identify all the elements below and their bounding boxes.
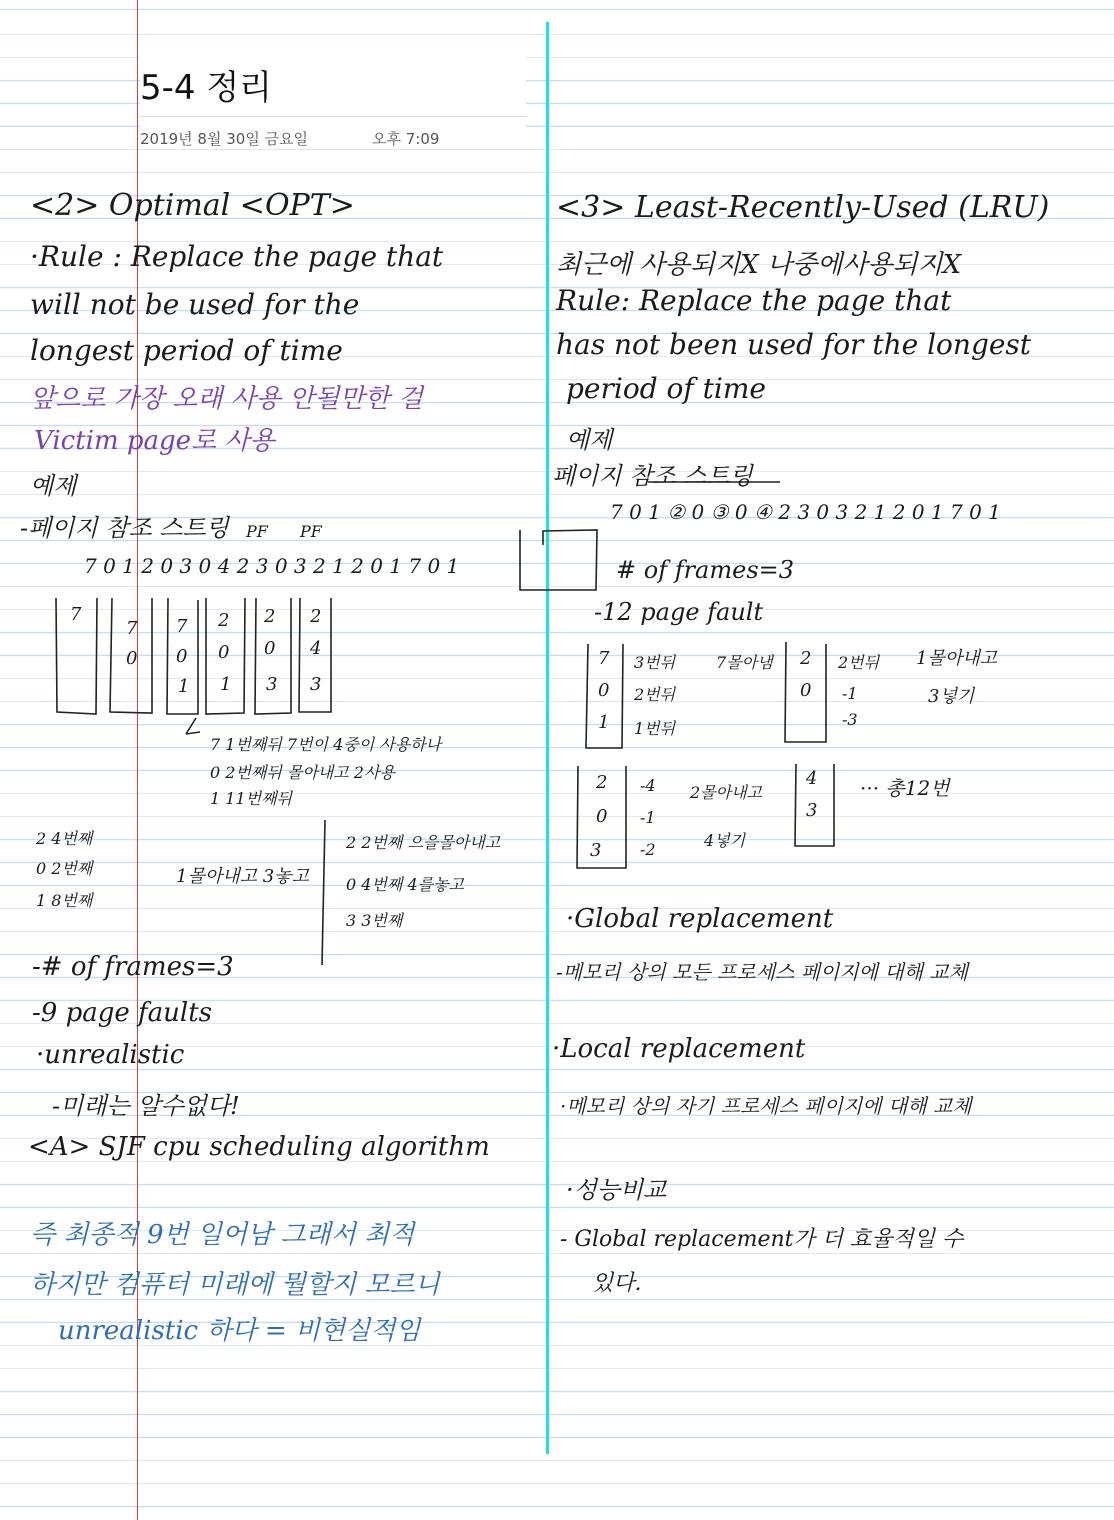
opt-rule-line-1: ·Rule : Replace the page that: [30, 240, 444, 273]
right-example: 예제: [566, 426, 613, 454]
compare-left-2: 0 2번째: [36, 859, 93, 878]
lru-t2-note-3: -2: [640, 840, 656, 859]
compare-mid: 1몰아내고 3놓고: [176, 866, 309, 887]
local-title: ·Local replacement: [552, 1034, 806, 1064]
opt-rule-line-3: longest period of time: [30, 334, 343, 367]
lru-t2b-frame-2: 3: [806, 800, 818, 821]
lru-t1b-note-2: -1: [842, 684, 858, 703]
compare-divider: [322, 820, 325, 965]
frame-5-row-2: 0: [264, 638, 276, 659]
lru-t2-action-2: 4넣기: [704, 831, 746, 850]
page-title: 5-4 정리: [140, 68, 273, 108]
frame-6-row-2: 4: [310, 638, 322, 659]
left-note-1: 7 1번째뒤 7번이 4중이 사용하나: [210, 735, 442, 754]
column-divider: [546, 22, 549, 1454]
right-frames-count: # of frames=3: [616, 556, 795, 584]
blue-note-3: unrealistic 하다 = 비현실적임: [58, 1316, 421, 1346]
lru-t1-note-1: 3번뒤: [634, 653, 676, 672]
left-example: 예제: [30, 472, 77, 500]
frame-4-row-1: 2: [218, 610, 230, 631]
opt-heading: <2> Optimal <OPT>: [30, 188, 355, 223]
left-unrealistic: ·unrealistic: [36, 1040, 185, 1070]
title-divider: [140, 116, 526, 117]
ref-bracket: [520, 530, 597, 590]
page-date: 2019년 8월 30일 금요일: [140, 130, 309, 148]
left-future: -미래는 알수없다!: [52, 1092, 240, 1120]
perf-line-2: 있다.: [592, 1271, 642, 1296]
lru-rule-line-1: Rule: Replace the page that: [556, 284, 952, 317]
blue-note-2: 하지만 컴퓨터 미래에 뭘할지 모르니: [30, 1270, 440, 1300]
right-ref-label: 페이지 참조 스트링: [552, 462, 753, 490]
compare-right-2: 0 4번째 4를놓고: [346, 875, 464, 894]
lru-heading: <3> Least-Recently-Used (LRU): [556, 190, 1050, 225]
blue-note-1: 즉 최종적 9번 일어남 그래서 최적: [30, 1220, 415, 1250]
left-note-3: 1 11번째뒤: [210, 789, 292, 808]
lru-t2-note-2: -1: [640, 808, 656, 827]
compare-right-1: 2 2번째 으을몰아내고: [346, 833, 501, 852]
lru-t2-frame-3: 3: [590, 840, 602, 861]
lru-t2-frame-2: 0: [596, 806, 608, 827]
purple-note-2: Victim page로 사용: [34, 426, 275, 456]
right-faults: -12 page fault: [594, 598, 764, 626]
frame-5-row-1: 2: [264, 606, 276, 627]
frame-3-row-1: 7: [176, 616, 188, 637]
right-ref-string: 7 0 1 ② 0 ③ 0 ④ 2 3 0 3 2 1 2 0 1 7 0 1: [610, 500, 1001, 524]
lru-total: ··· 총12번: [860, 776, 950, 800]
lru-t1-frame-1: 7: [598, 648, 610, 669]
perf-title: ·성능비교: [566, 1176, 667, 1204]
lru-rule-line-2: has not been used for the longest: [556, 328, 1032, 361]
frame-4-row-2: 0: [218, 642, 230, 663]
purple-note-1: 앞으로 가장 오래 사용 안될만한 걸: [30, 384, 423, 414]
frame-1-row-1: 7: [70, 604, 82, 625]
lru-t1-action: 7몰아냄: [716, 653, 773, 672]
perf-line-1: - Global replacement가 더 효율적일 수: [560, 1227, 964, 1252]
frame-6-row-1: 2: [310, 606, 322, 627]
lru-t2-note-1: -4: [640, 776, 656, 795]
local-desc: ·메모리 상의 자기 프로세스 페이지에 대해 교체: [560, 1094, 972, 1118]
left-faults: -9 page faults: [32, 998, 213, 1028]
compare-left-1: 2 4번째: [36, 829, 93, 848]
page-time: 오후 7:09: [372, 130, 440, 148]
pf-mark-2: PF: [300, 522, 322, 541]
lru-t1b-note-1: 2번뒤: [838, 653, 880, 672]
global-desc: -메모리 상의 모든 프로세스 페이지에 대해 교체: [556, 960, 968, 984]
lru-t1-frame-2: 0: [598, 680, 610, 701]
lru-t1b-action-1: 1몰아내고: [916, 648, 998, 669]
lru-t1-frame-3: 1: [598, 712, 610, 733]
lru-t2b-frame-1: 4: [806, 768, 818, 789]
left-ref-string: 7 0 1 2 0 3 0 4 2 3 0 3 2 1 2 0 1 7 0 1: [84, 554, 460, 578]
global-title: ·Global replacement: [566, 904, 834, 934]
opt-rule-line-2: will not be used for the: [30, 288, 360, 321]
frame-3-row-2: 0: [176, 646, 188, 667]
pf-mark-1: PF: [246, 522, 268, 541]
lru-t2-action-1: 2몰아내고: [690, 783, 763, 802]
lru-t1b-frame-2: 0: [800, 680, 812, 701]
frame-2-row-1: 7: [126, 618, 138, 639]
frame-2-row-2: 0: [126, 648, 138, 669]
lru-korean: 최근에 사용되지X 나중에사용되지X: [556, 250, 962, 280]
lru-t1b-frame-1: 2: [800, 648, 812, 669]
frame-6-row-3: 3: [310, 674, 322, 695]
left-note-2: 0 2번째뒤 몰아내고 2사용: [210, 763, 395, 782]
left-frames-count: -# of frames=3: [32, 952, 234, 982]
note-arrow: [186, 718, 200, 734]
left-ref-label: -페이지 참조 스트링: [20, 514, 229, 542]
frame-5-row-3: 3: [266, 674, 278, 695]
compare-right-3: 3 3번째: [346, 911, 403, 930]
left-sjf: <A> SJF cpu scheduling algorithm: [28, 1132, 490, 1162]
lru-t2-frame-1: 2: [596, 772, 608, 793]
lru-rule-line-3: period of time: [566, 372, 766, 405]
frame-4-row-3: 1: [220, 674, 232, 695]
frame-3-row-3: 1: [178, 676, 190, 697]
lru-t1b-note-3: -3: [842, 710, 858, 729]
lru-t1-note-2: 2번뒤: [634, 685, 676, 704]
lru-t1b-action-2: 3넣기: [928, 686, 975, 707]
lru-t1-note-3: 1번뒤: [634, 719, 676, 738]
compare-left-3: 1 8번째: [36, 891, 93, 910]
